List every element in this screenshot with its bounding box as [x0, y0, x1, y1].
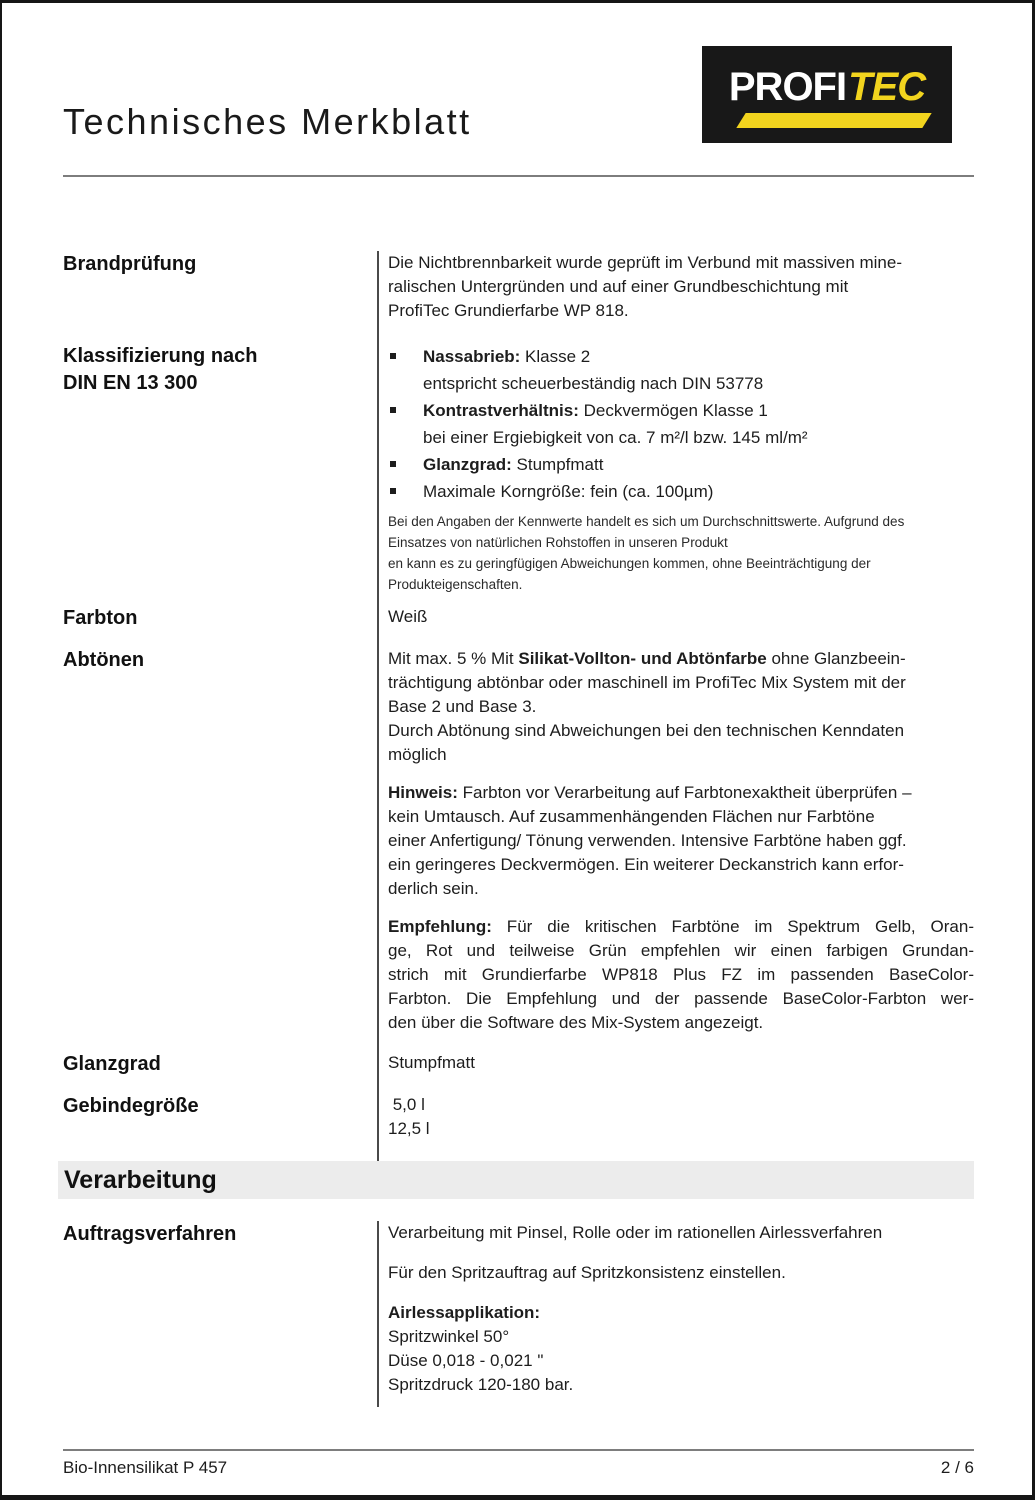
airless-spec: Spritzdruck 120-180 bar. — [388, 1375, 574, 1394]
footer-product-name: Bio-Innensilikat P 457 — [63, 1458, 228, 1477]
footer-page-number: 2 / 6 — [940, 1458, 974, 1477]
text-line: ProfiTec Grundierfarbe WP 818. — [388, 301, 629, 320]
document-body — [2, 251, 1032, 1407]
content-brandpruefung — [377, 251, 974, 343]
label-klassifizierung: Klassifizierung nach DIN EN 13 300 — [63, 345, 258, 394]
logo-wordmark — [729, 67, 925, 107]
row-auftragsverfahren — [63, 1221, 974, 1407]
label-auftragsverfahren: Auftragsverfahren — [63, 1223, 237, 1245]
label-glanzgrad: Glanzgrad — [63, 1053, 161, 1075]
page-title: Technisches Merkblatt — [63, 101, 472, 142]
airless-spec: Spritzwinkel 50° — [388, 1327, 510, 1346]
row-glanzgrad — [63, 1051, 974, 1093]
size-value: 12,5 l — [388, 1119, 430, 1138]
empfehlung-term: Empfehlung: — [388, 917, 492, 936]
farbton-value: Weiß — [388, 607, 428, 626]
label-farbton: Farbton — [63, 607, 138, 629]
section-heading-verarbeitung: Verarbeitung — [64, 1165, 217, 1194]
bullet-text: Stumpfmatt — [511, 455, 604, 474]
label-abtoenen: Abtönen — [63, 649, 145, 671]
paragraph-hinweis: Hinweis: Farbton vor Verarbeitung auf Farbtonexaktheit überprüfen – kein Umtausch. Auf zusammenhängenden Flächen nur Farbtöne einer Anfertigung/ Tönung verwenden. Intensive Farbtöne haben ggf. ein geringeres Deckvermögen. Ein weiterer Deckanstrich kann erfor- derlich sein. — [388, 783, 912, 898]
bullet-text-line2: bei einer Ergiebigkeit von ca. 7 m²/l bzw. 145 ml/m² — [423, 428, 808, 447]
row-brandpruefung — [63, 251, 974, 343]
content-farbton — [377, 605, 974, 647]
document-header — [2, 3, 1032, 177]
text-line: Verarbeitung mit Pinsel, Rolle oder im rationellen Airlessverfahren — [388, 1223, 883, 1242]
bullet-term: Kontrastverhältnis: — [423, 401, 579, 420]
bullet-text-line2: entspricht scheuerbeständig nach DIN 53778 — [423, 374, 764, 393]
logo-text-profi: PROFI — [728, 65, 847, 109]
text-line: Für den Spritzauftrag auf Spritzkonsistenz einstellen. — [388, 1263, 786, 1282]
profitec-logo — [702, 46, 952, 143]
label-brandpruefung: Brandprüfung — [63, 253, 197, 275]
row-klassifizierung — [63, 343, 974, 605]
hinweis-term: Hinweis: — [388, 783, 458, 802]
airless-spec: Düse 0,018 - 0,021 " — [388, 1351, 544, 1370]
fineprint-note: Bei den Angaben der Kennwerte handelt es sich um Durchschnittswerte. Aufgrund des Einsatzes von natürlichen Rohstoffen in unseren Produkt en kann es zu geringfügigen Abweichungen kommen, ohne Beeinträchtigung der Produkteigenschaften. — [388, 514, 905, 592]
section-heading-band — [58, 1161, 974, 1199]
row-gebindegroesse — [63, 1093, 974, 1161]
emphasized-text: Silikat-Vollton- und Abtönfarbe — [518, 649, 767, 668]
list-item — [388, 343, 974, 397]
bullet-text: Klasse 2 — [520, 347, 591, 366]
row-abtoenen — [63, 647, 974, 1051]
text-line: ralischen Untergründen und auf einer Grundbeschichtung mit — [388, 277, 849, 296]
header-divider — [63, 175, 974, 177]
content-glanzgrad — [377, 1051, 974, 1093]
glanzgrad-value: Stumpfmatt — [388, 1053, 475, 1072]
bullet-list — [388, 343, 974, 505]
bullet-term: Glanzgrad: — [423, 455, 512, 474]
text-line: Die Nichtbrennbarkeit wurde geprüft im Verbund mit massiven mine- — [388, 253, 903, 272]
content-gebindegroesse — [377, 1093, 974, 1161]
bullet-text: Deckvermögen Klasse 1 — [578, 401, 768, 420]
row-farbton — [63, 605, 974, 647]
label-gebindegroesse: Gebindegröße — [63, 1095, 199, 1117]
paragraph-abtoenen: Mit max. 5 % Mit Silikat-Vollton- und Abtönfarbe ohne Glanzbeein- trächtigung abtönbar oder maschinell im ProfiTec Mix System mit der Base 2 und Base 3. Durch Abtönung sind Abweichungen bei den technischen Kenndaten möglich — [388, 649, 906, 764]
logo-underline-bar — [736, 113, 931, 128]
list-item — [388, 451, 974, 478]
content-auftragsverfahren — [377, 1221, 974, 1407]
bullet-term: Nassabrieb: — [423, 347, 521, 366]
airless-heading: Airlessapplikation: — [388, 1303, 541, 1322]
list-item — [388, 397, 974, 451]
size-value: 5,0 l — [388, 1095, 425, 1114]
list-item — [388, 478, 974, 505]
airless-block — [388, 1301, 974, 1397]
bullet-text: Maximale Korngröße: fein (ca. 100µm) — [423, 482, 714, 501]
logo-text-tec: TEC — [848, 65, 926, 109]
content-abtoenen — [377, 647, 974, 1051]
paragraph-empfehlung: Empfehlung: Für die kritischen Farbtöne im Spektrum Gelb, Oran- ge, Rot und teilweise Grün empfehlen wir einen farbigen Grundan- strich mit Grundierfarbe WP818 Plus FZ im passenden BaseColor- Farbton. Die Empfehlung und der passende BaseColor-Farbton wer- den über die Software des Mix-System angezeigt. — [388, 917, 974, 1032]
document-footer — [63, 1449, 974, 1478]
content-klassifizierung — [377, 343, 974, 605]
